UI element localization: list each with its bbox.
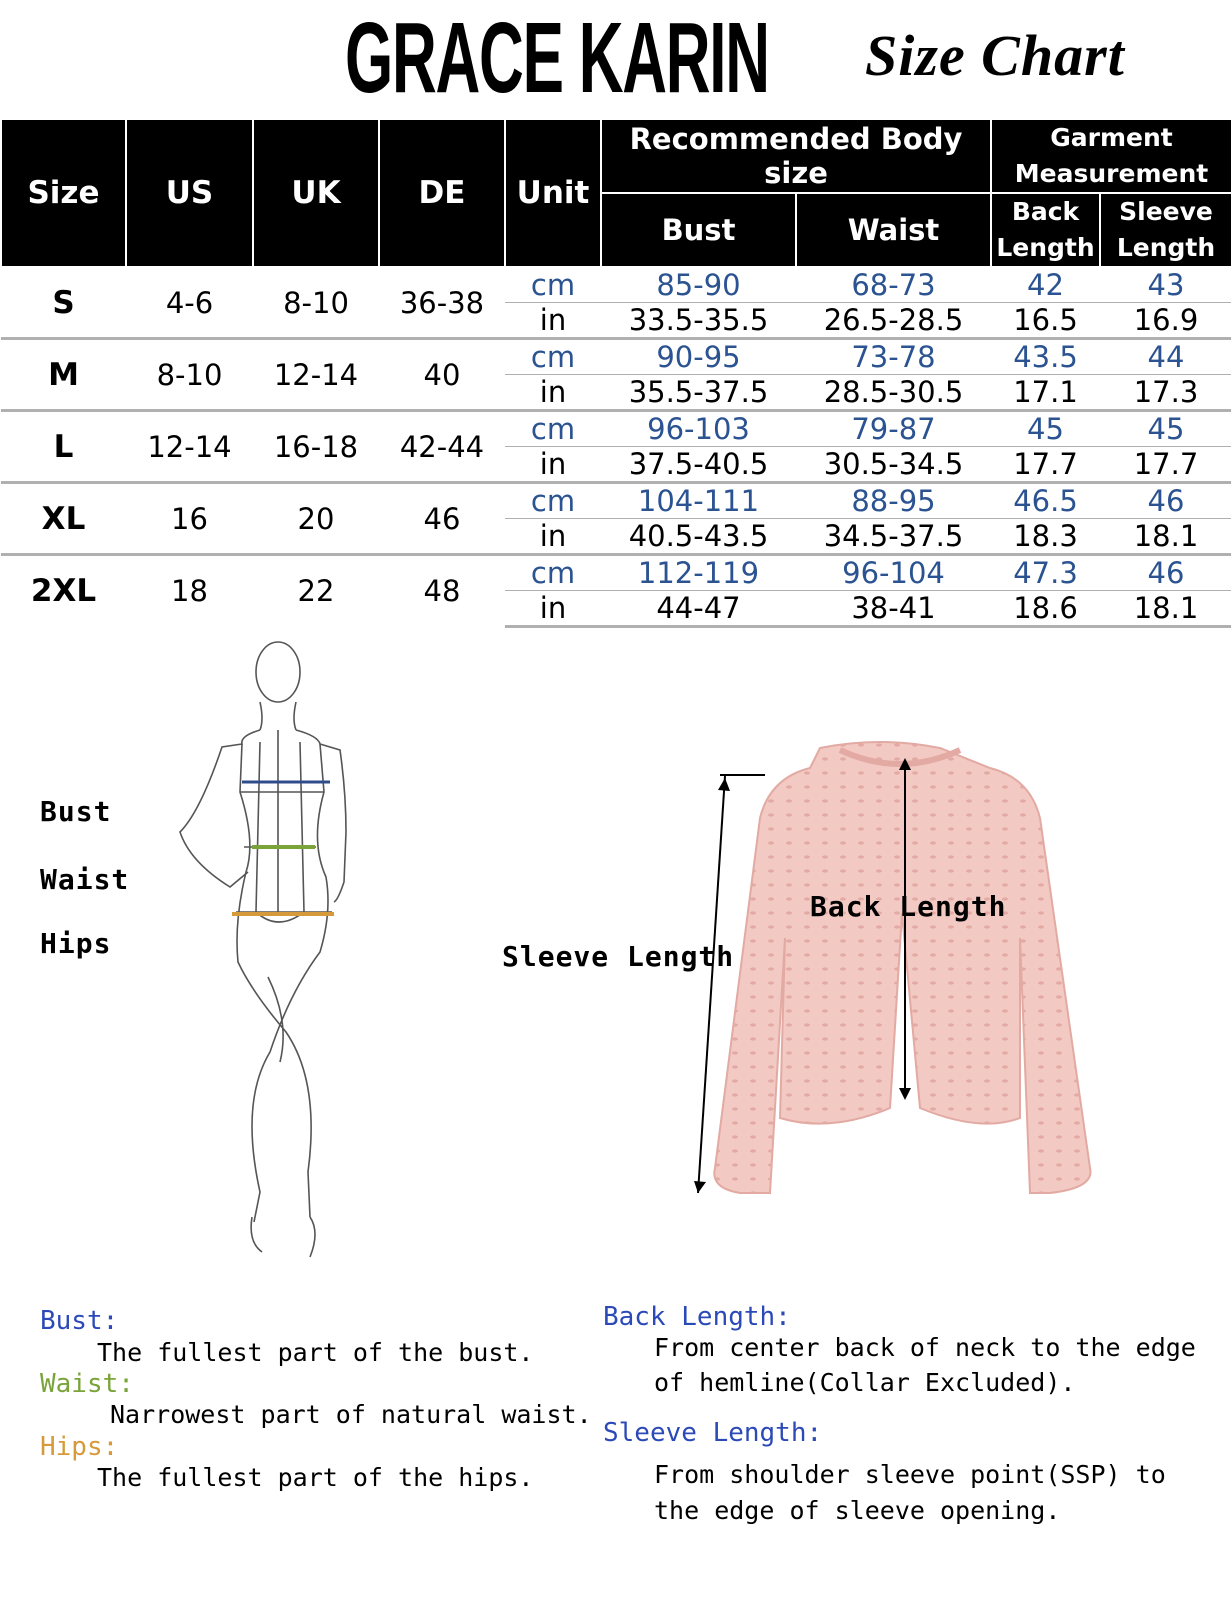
cell-sleeve-length: 46 (1100, 555, 1231, 591)
header-back-length: Back Length (991, 193, 1100, 267)
table-row (1, 411, 1231, 447)
cell-bust: 37.5-40.5 (628, 447, 769, 481)
cell-waist: 68-73 (796, 267, 991, 303)
header-uk: UK (253, 119, 379, 267)
cell-back-length: 47.3 (991, 555, 1100, 591)
definition-bust-term: Bust: (40, 1306, 119, 1336)
label-hips: Hips (40, 927, 112, 960)
cell-bust: 90-95 (601, 339, 796, 375)
cell-unit: cm (505, 555, 601, 591)
cell-back-length: 18.3 (1013, 519, 1078, 553)
cardigan-illustration (690, 738, 1110, 1198)
cell-back-length: 46.5 (991, 483, 1100, 519)
table-row (1, 483, 1231, 519)
cell-waist: 28.5-30.5 (823, 375, 964, 409)
cell-waist: 73-78 (796, 339, 991, 375)
header-garment-measurement: Garment Measurement (991, 119, 1231, 193)
definition-sleeve-length-text-2: the edge of sleeve opening. (654, 1496, 1061, 1525)
cell-sleeve-length: 18.1 (1133, 519, 1199, 553)
cell-bust: 40.5-43.5 (628, 519, 769, 553)
cell-back-length: 18.6 (991, 591, 1100, 627)
cell-sleeve-length: 16.9 (1133, 303, 1199, 337)
cell-bust: 35.5-37.5 (628, 375, 769, 409)
cell-size: M (1, 339, 126, 411)
cell-unit: cm (505, 483, 601, 519)
label-bust: Bust (40, 795, 112, 828)
definition-waist-text: Narrowest part of natural waist. (110, 1400, 592, 1429)
definition-back-length-text-1: From center back of neck to the edge (654, 1333, 1196, 1362)
cell-waist: 26.5-28.5 (823, 303, 964, 337)
cell-de: 42-44 (379, 411, 505, 483)
cell-uk: 16-18 (253, 411, 379, 483)
cell-size: 2XL (1, 555, 126, 627)
cell-us: 16 (126, 483, 253, 555)
cell-back-length: 17.1 (1013, 375, 1078, 409)
cell-us: 4-6 (165, 285, 214, 320)
header-us: US (126, 119, 253, 267)
cell-sleeve-length: 45 (1100, 411, 1231, 447)
cell-size: S (52, 284, 75, 321)
cell-bust: 104-111 (601, 483, 796, 519)
cell-back-length: 45 (991, 411, 1100, 447)
cell-size: XL (1, 483, 126, 555)
cell-back-length: 43.5 (991, 339, 1100, 375)
table-row (1, 339, 1231, 375)
cell-uk: 22 (253, 555, 379, 627)
cell-waist: 96-104 (796, 555, 991, 591)
definition-sleeve-length-text-1: From shoulder sleeve point(SSP) to (654, 1460, 1166, 1489)
table-row (1, 267, 1231, 303)
cell-unit: in (539, 303, 567, 337)
cell-uk: 20 (253, 483, 379, 555)
cell-de: 40 (379, 339, 505, 411)
cell-bust: 96-103 (601, 411, 796, 447)
cell-unit: cm (505, 411, 601, 447)
cell-sleeve-length: 18.1 (1100, 591, 1231, 627)
cell-sleeve-length: 44 (1100, 339, 1231, 375)
definition-sleeve-length-term: Sleeve Length: (603, 1418, 823, 1448)
cell-de: 46 (379, 483, 505, 555)
label-sleeve-length: Sleeve Length (502, 940, 735, 973)
cell-uk: 8-10 (283, 285, 349, 320)
header-unit: Unit (505, 119, 601, 267)
table-row (1, 555, 1231, 591)
body-figure-illustration (160, 632, 400, 1282)
cell-sleeve-length: 17.3 (1133, 375, 1199, 409)
definition-bust-text: The fullest part of the bust. (97, 1338, 534, 1367)
cell-waist: 34.5-37.5 (823, 519, 964, 553)
cell-bust: 44-47 (601, 591, 796, 627)
cell-waist: 79-87 (796, 411, 991, 447)
cell-us: 8-10 (126, 339, 253, 411)
cell-waist: 88-95 (796, 483, 991, 519)
definition-back-length-term: Back Length: (603, 1302, 791, 1332)
cell-bust: 112-119 (601, 555, 796, 591)
header-bust: Bust (601, 193, 796, 267)
header-sleeve-length: Sleeve Length (1100, 193, 1231, 267)
cell-us: 18 (126, 555, 253, 627)
cell-sleeve-length: 17.7 (1133, 447, 1199, 481)
label-waist: Waist (40, 863, 130, 896)
definition-hips-text: The fullest part of the hips. (97, 1463, 534, 1492)
label-back-length: Back Length (810, 890, 1007, 923)
cell-back-length: 17.7 (1013, 447, 1078, 481)
cell-uk: 12-14 (253, 339, 379, 411)
cell-sleeve-length: 43 (1100, 267, 1231, 303)
cell-unit: in (539, 447, 567, 481)
header-de: DE (379, 119, 505, 267)
chart-title: Size Chart (865, 23, 1125, 88)
header-waist: Waist (796, 193, 991, 267)
cell-back-length: 42 (991, 267, 1100, 303)
definition-hips-term: Hips: (40, 1432, 119, 1462)
cell-bust: 85-90 (601, 267, 796, 303)
cell-de: 36-38 (399, 285, 485, 320)
cell-waist: 30.5-34.5 (823, 447, 964, 481)
header-recommended-body-size: Recommended Body size (601, 119, 991, 193)
cell-bust: 33.5-35.5 (628, 303, 769, 337)
cell-unit: in (539, 375, 567, 409)
brand-logo: GRACE KARIN (345, 2, 769, 114)
cell-unit: in (505, 591, 601, 627)
cell-unit: cm (505, 267, 601, 303)
cell-waist: 38-41 (796, 591, 991, 627)
definition-waist-term: Waist: (40, 1369, 134, 1399)
cell-unit: cm (505, 339, 601, 375)
header-size: Size (1, 119, 126, 267)
cell-sleeve-length: 46 (1100, 483, 1231, 519)
size-table (0, 118, 1231, 628)
cell-size: L (1, 411, 126, 483)
cell-unit: in (539, 519, 567, 553)
cell-de: 48 (379, 555, 505, 627)
cell-us: 12-14 (126, 411, 253, 483)
cell-back-length: 16.5 (1013, 303, 1078, 337)
definition-back-length-text-2: of hemline(Collar Excluded). (654, 1368, 1076, 1397)
